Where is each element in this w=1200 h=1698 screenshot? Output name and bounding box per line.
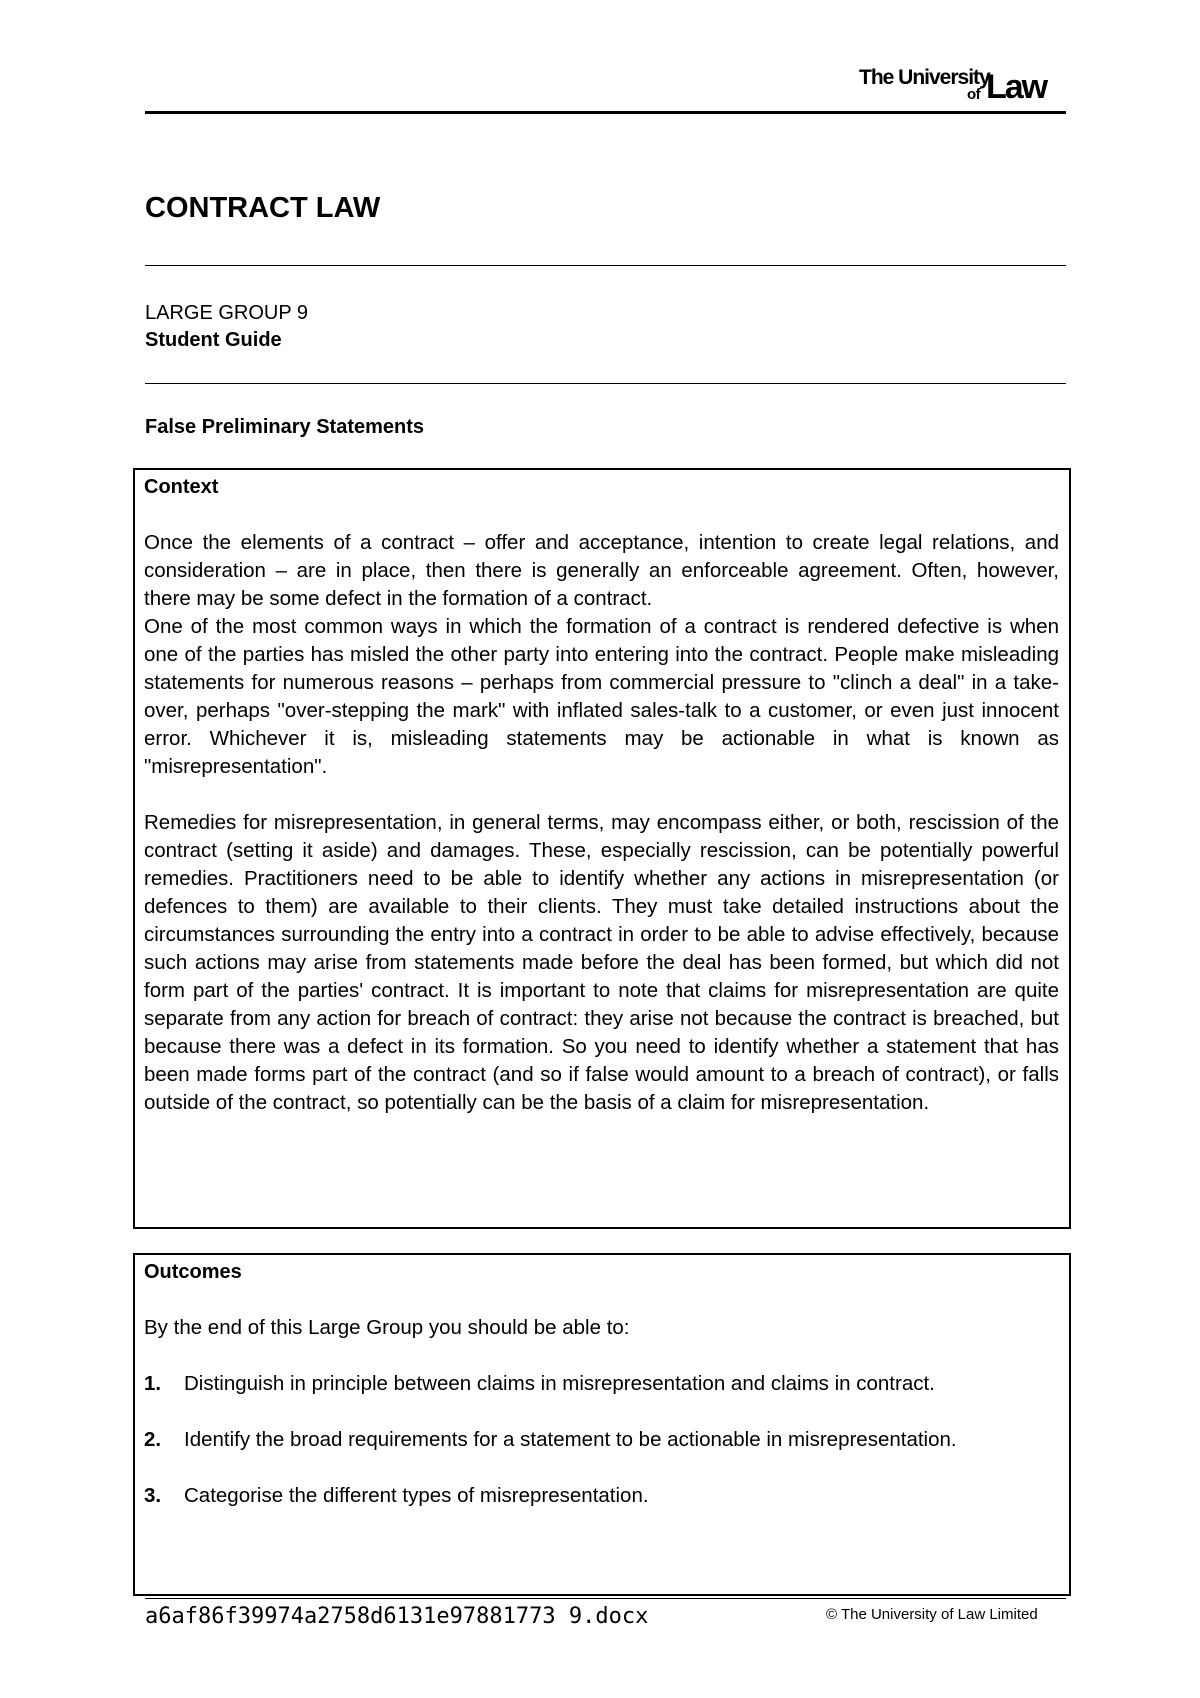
outcome-item (144, 1482, 1059, 1510)
document-title: CONTRACT LAW (145, 192, 381, 224)
context-heading: Context (144, 476, 219, 498)
outcomes-intro: By the end of this Large Group you should be able to: (144, 1316, 630, 1339)
footer-filename: a6af86f39974a2758d6131e97881773 9.docx (145, 1604, 649, 1629)
subtitle-divider (145, 383, 1066, 384)
context-paragraph: One of the most common ways in which the formation of a contract is rendered defective is when one of the parties has misled the other party into entering into the contract. People make misleading statements for numerous reasons – perhaps from commercial pressure to "clinch a deal" in a take-over, perhaps "over-stepping the mark" with inflated sales-talk to a customer, or even just innocent error. Whichever it is, misleading statements may be actionable in what is known as "misrepresentation". (144, 615, 1059, 778)
outcomes-box (133, 1253, 1071, 1596)
footer-copyright: © The University of Law Limited (826, 1606, 1038, 1623)
outcomes-heading: Outcomes (144, 1261, 242, 1283)
header-divider (145, 111, 1066, 114)
context-paragraph: Remedies for misrepresentation, in general terms, may encompass either, or both, rescission of the contract (setting it aside) and damages. These, especially rescission, can be potentially powerful remedies. Practitioners need to be able to identify whether any actions in misrepresentation (or defences to them) are available to their clients. They must take detailed instructions about the circumstances surrounding the entry into a contract in order to be able to advise effectively, because such actions may arise from statements made before the deal has been formed, but which did not form part of the parties' contract. It is important to note that claims for misrepresentation are quite separate from any action for breach of contract: they arise not because the contract is breached, but because there was a defect in its formation. So you need to identify whether a statement that has been made forms part of the contract (and so if false would amount to a breach of contract), or falls outside of the contract, so potentially can be the basis of a claim for misrepresentation. (144, 811, 1059, 1114)
outcome-text: Distinguish in principle between claims in misrepresentation and claims in contract. (184, 1372, 935, 1395)
outcomes-list (144, 1370, 1059, 1510)
outcome-item (144, 1370, 1059, 1398)
group-label: LARGE GROUP 9 (145, 302, 309, 324)
outcome-number: 1. (144, 1372, 162, 1395)
section-heading: False Preliminary Statements (145, 416, 425, 438)
logo-text-law: Law (986, 68, 1047, 106)
logo-text-university: The University (859, 66, 990, 89)
context-paragraph: Once the elements of a contract – offer and acceptance, intention to create legal relations, and consideration – are in place, then there is generally an enforceable agreement. Often, however, there may be some defect in the formation of a contract. (144, 531, 1059, 610)
title-divider (145, 265, 1066, 266)
outcome-number: 2. (144, 1428, 162, 1451)
outcome-text: Identify the broad requirements for a statement to be actionable in misrepresentation. (184, 1428, 957, 1451)
outcome-text: Categorise the different types of misrepresentation. (184, 1484, 649, 1507)
guide-label: Student Guide (145, 329, 282, 351)
footer-divider (145, 1598, 1066, 1599)
outcome-number: 3. (144, 1484, 162, 1507)
logo-text-of: of (967, 86, 981, 103)
context-box (133, 468, 1071, 1229)
outcome-item (144, 1426, 1059, 1454)
university-logo (855, 66, 1065, 106)
